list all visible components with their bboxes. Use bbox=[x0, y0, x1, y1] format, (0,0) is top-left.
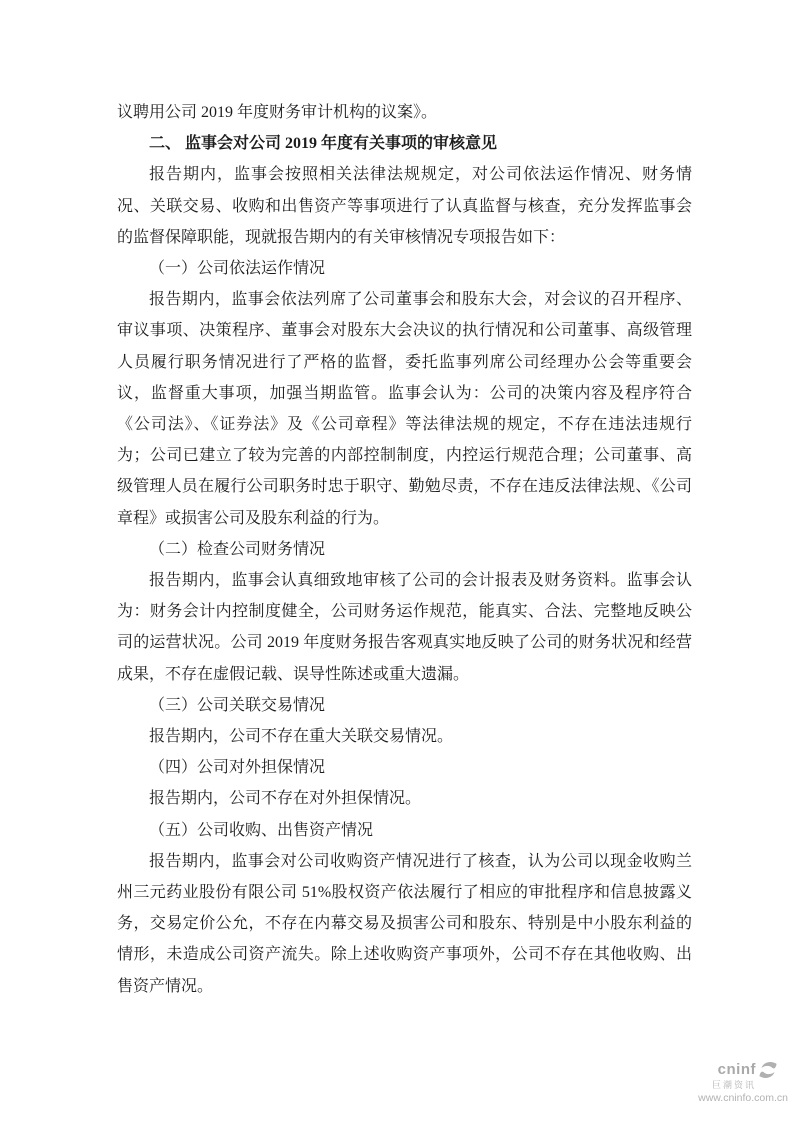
subsection-heading: （四）公司对外担保情况 bbox=[149, 759, 326, 777]
paragraph-continuation: 议聘用公司 2019 年度财务审计机构的议案》。 bbox=[117, 104, 438, 121]
paragraph: 报告期内，公司不存在对外担保情况。 bbox=[149, 790, 422, 808]
paragraph: 报告期内，监事会对公司收购资产情况进行了核查，认为公司以现金收购兰州三元药业股份有限公司 51%股权资产依法履行了相应的审批程序和信息披露义务，交易定价公允，不存在内幕交易及损害公司和股东、特别是中小股东利益的情形，未造成公司资产流失。除上述收购资产事项外，公司不存在其他收购、出售资产情况。 bbox=[117, 852, 692, 995]
cninfo-logo-text: cninf bbox=[717, 1061, 756, 1078]
paragraph: 报告期内，监事会依法列席了公司董事会和股东大会，对会议的召开程序、审议事项、决策程序、董事会对股东大会决议的执行情况和公司董事、高级管理人员履行职务情况进行了严格的监督，委托监事列席公司经理办公会等重要会议，监督重大事项，加强当期监管。监事会认为：公司的决策内容及程序符合《公司法》、《证券法》及《公司章程》等法律法规的规定，不存在违法违规行为；公司已建立了较为完善的内部控制制度，内控运行规范合理；公司董事、高级管理人员在履行公司职务时忠于职守、勤勉尽责，不存在违反法律法规、《公司章程》或损害公司及股东利益的行为。 bbox=[117, 291, 692, 527]
section-heading: 二、 监事会对公司 2019 年度有关事项的审核意见 bbox=[149, 135, 498, 153]
cninfo-swirl-icon bbox=[758, 1061, 778, 1079]
paragraph: 报告期内，监事会认真细致地审核了公司的会计报表及财务资料。监事会认为：财务会计内控制度健全，公司财务运作规范，能真实、合法、完整地反映公司的运营状况。公司 2019 年度财务报告客观真实地反映了公司的财务状况和经营成果，不存在虚假记载、误导性陈述或重大遗漏。 bbox=[117, 572, 692, 683]
subsection-heading: （二）检查公司财务情况 bbox=[149, 540, 326, 558]
document-body bbox=[117, 97, 692, 1002]
subsection-heading: （三）公司关联交易情况 bbox=[149, 696, 326, 714]
cninfo-url: www.cninfo.com.cn bbox=[698, 1091, 788, 1104]
cninfo-chinese-name: 巨潮资讯 bbox=[711, 1079, 756, 1090]
subsection-heading: （五）公司收购、出售资产情况 bbox=[149, 821, 374, 839]
subsection-heading: （一）公司依法运作情况 bbox=[149, 260, 326, 278]
cninfo-logo-row bbox=[698, 1061, 778, 1079]
paragraph: 报告期内，公司不存在重大关联交易情况。 bbox=[149, 728, 454, 746]
cninfo-watermark bbox=[698, 1061, 788, 1104]
paragraph: 报告期内，监事会按照相关法律法规规定，对公司依法运作情况、财务情况、关联交易、收购和出售资产等事项进行了认真监督与核查，充分发挥监事会的监督保障职能，现就报告期内的有关审核情况专项报告如下： bbox=[117, 166, 692, 246]
